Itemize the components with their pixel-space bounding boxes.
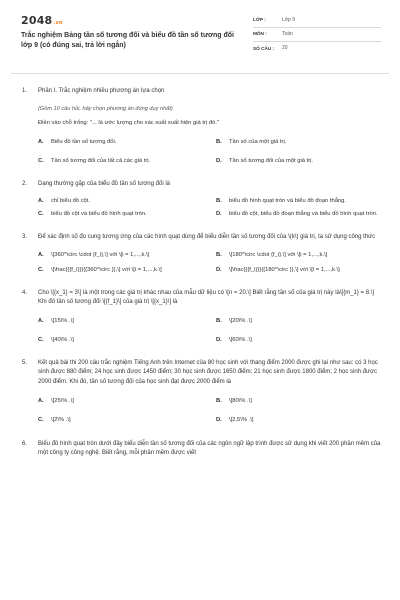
meta-value: Lớp 9	[282, 16, 296, 23]
question-number: 1.	[22, 88, 28, 94]
answer-text: \[15\% .\]	[51, 318, 74, 325]
answer-letter: C.	[38, 266, 44, 273]
answer-letter: A.	[38, 251, 44, 258]
answer-text: biểu đồ cột, biểu đồ đoạn thẳng và biểu đồ hình quạt tròn.	[229, 211, 378, 218]
answer-letter: B.	[216, 318, 222, 325]
question-number: 2.	[22, 181, 28, 188]
question-text: Kết quả bài thi 200 câu trắc nghiệm Tiếng Anh trên Internet của 80 học sinh với thang điểm 2000 được ghi lại như sau: có 3 học sinh được 880 điểm; 24 học sinh được 1450 điểm; 30 học sinh được 1650 điểm; 21 học sinh được 1800 điểm; 2 học sinh được 2000 điểm. Khi đó, tần số tương đối của học sinh đạt được 2000 điểm là	[38, 360, 378, 385]
site-logo[interactable]	[21, 15, 63, 26]
answer-option-c[interactable]	[38, 416, 210, 425]
question-prompt: Điền vào chỗ trống: "... là ước lượng cho xác suất xuất hiện giá trị đó."	[38, 120, 219, 127]
answer-letter: C.	[38, 158, 44, 165]
answer-letter: C.	[38, 417, 44, 424]
answer-letter: C.	[38, 211, 44, 218]
answer-grid	[38, 138, 382, 166]
answer-option-a[interactable]	[38, 251, 210, 260]
answer-letter: C.	[38, 337, 44, 344]
answer-option-c[interactable]	[38, 266, 210, 275]
answer-option-b[interactable]	[216, 317, 388, 326]
answer-letter: A.	[38, 139, 44, 146]
meta-key: MÔN :	[253, 31, 267, 37]
answer-text: \[360^\circ \cdot {f_i},\] với \[i = 1,...,k.\]	[51, 251, 150, 258]
answer-text: Tần số tương đối của tất cả các giá trị.	[51, 158, 151, 165]
answer-option-a[interactable]	[38, 397, 210, 406]
answer-grid	[38, 397, 382, 425]
meta-row-count	[253, 42, 381, 56]
logo-suffix: .vn	[53, 20, 63, 26]
question-2	[22, 180, 382, 219]
answer-option-d[interactable]	[216, 266, 388, 275]
answer-text: \[40\% .\]	[51, 337, 74, 344]
answer-letter: B.	[216, 139, 222, 146]
question-number: 6.	[22, 441, 28, 448]
answer-text: \[20\% .\]	[229, 318, 252, 325]
question-4	[22, 289, 382, 346]
answer-grid	[38, 197, 382, 219]
answer-text: \[180^\circ \cdot {f_i},\] với \[i = 1,...,k.\]	[229, 251, 328, 258]
answer-grid	[38, 251, 382, 275]
answer-letter: D.	[216, 417, 222, 424]
answer-option-b[interactable]	[216, 251, 388, 260]
question-6	[22, 440, 382, 459]
answer-option-d[interactable]	[216, 336, 388, 345]
question-1	[22, 87, 382, 166]
meta-table	[253, 14, 381, 56]
question-note: (Gồm 10 câu hỏi, hãy chọn phương án đúng duy nhất)	[38, 106, 173, 113]
answer-letter: A.	[38, 398, 44, 405]
answer-text: biểu đồ hình quạt tròn và biểu đồ đoạn thẳng.	[229, 198, 346, 205]
question-text: Phần I. Trắc nghiệm nhiều phương án lựa chọn	[38, 88, 165, 94]
answer-text: \[80\% .\]	[229, 398, 252, 405]
meta-key: LỚP :	[253, 17, 266, 23]
question-number: 5.	[22, 360, 28, 367]
answer-text: Tần số tương đối của một giá trị.	[229, 158, 314, 165]
question-text: Dạng thường gặp của biểu đồ tần số tương đối là	[38, 181, 170, 188]
answer-option-a[interactable]	[38, 138, 210, 147]
answer-letter: D.	[216, 266, 222, 273]
answer-option-d[interactable]	[216, 210, 388, 219]
answer-text: \[2\% .\]	[51, 417, 71, 424]
question-number: 4.	[22, 289, 28, 296]
answer-letter: A.	[38, 198, 44, 205]
answer-option-c[interactable]	[38, 336, 210, 345]
meta-value: 20	[282, 45, 288, 52]
question-3	[22, 233, 382, 274]
question-text: Cho \[{x_1} = 3\] là một trong các giá trị khác nhau của mẫu dữ liệu có \[n = 20.\] Biết rằng tần số của giá trị này là\[{m_1} = 8.\] Khi đó tần số tương đối \[{f_1}\] của giá trị \[{x_1}\] là	[38, 289, 375, 305]
answer-letter: A.	[38, 318, 44, 325]
question-5	[22, 359, 382, 425]
answer-option-b[interactable]	[216, 397, 388, 406]
question-text: Để xác định số đo cung tương ứng của các hình quạt dùng để biểu diễn tần số tương đối của \(k\) giá trị, ta sử dụng công thức	[38, 234, 376, 241]
answer-option-c[interactable]	[38, 210, 210, 219]
question-text: Biểu đồ hình quạt tròn dưới đây biểu diễn tần số tương đối của các ngôn ngữ lập trình được sử dụng khi viết 200 phần mềm của một công ty công nghệ. Biết rằng, mỗi phần mềm được viết	[38, 441, 381, 457]
document-header	[21, 14, 381, 56]
answer-text: \[25\% .\]	[51, 398, 74, 405]
meta-value: Toán	[282, 30, 293, 37]
answer-text: \[60\% .\]	[229, 337, 252, 344]
answer-grid	[38, 317, 382, 345]
meta-row-class	[253, 14, 381, 28]
answer-option-a[interactable]	[38, 197, 210, 206]
answer-text: \[\frac{{{f_i}}}{{180^\circ }},\] với \[i = 1,...,k.\]	[229, 266, 340, 273]
answer-option-c[interactable]	[38, 157, 210, 166]
answer-letter: D.	[216, 337, 222, 344]
answer-text: Tần số của một giá trị.	[229, 139, 287, 146]
answer-option-b[interactable]	[216, 138, 388, 147]
question-list	[22, 87, 382, 459]
answer-option-b[interactable]	[216, 197, 388, 206]
answer-text: \[\frac{{{f_i}}}{{360^\circ }},\] với \[i = 1,...,k.\]	[51, 266, 162, 273]
logo-text: 2048	[21, 14, 53, 27]
answer-option-a[interactable]	[38, 317, 210, 326]
question-number: 3.	[22, 234, 28, 241]
answer-text: chỉ biểu đồ cột.	[51, 198, 90, 205]
answer-text: Biểu đồ tần số tương đối.	[51, 139, 117, 146]
answer-option-d[interactable]	[216, 416, 388, 425]
answer-letter: D.	[216, 211, 222, 218]
answer-text: \[2,5\% .\]	[229, 417, 254, 424]
header-divider	[11, 73, 389, 74]
answer-letter: B.	[216, 398, 222, 405]
page-title: Trắc nghiệm Bảng tần số tương đối và biểu đồ tần số tương đối lớp 9 (có đúng sai, trả lời ngắn)	[21, 32, 234, 49]
meta-row-subject	[253, 28, 381, 42]
answer-option-d[interactable]	[216, 157, 388, 166]
answer-letter: B.	[216, 198, 222, 205]
answer-letter: D.	[216, 158, 222, 165]
meta-key: SỐ CÂU :	[253, 45, 275, 51]
answer-text: biểu đồ cột và biểu đồ hình quạt tròn.	[51, 211, 147, 218]
answer-letter: B.	[216, 251, 222, 258]
